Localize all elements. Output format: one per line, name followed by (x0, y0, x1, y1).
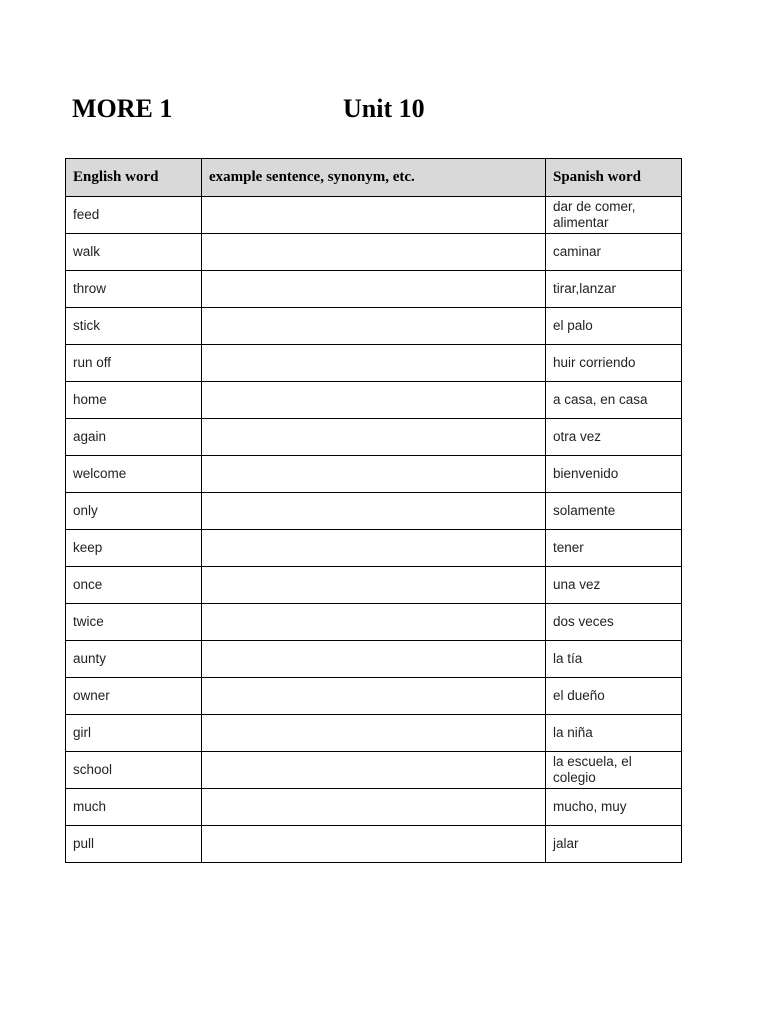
table-row (66, 567, 682, 604)
cell-spanish-word: a casa, en casa (546, 382, 682, 419)
cell-english-word: only (66, 493, 202, 530)
cell-example-sentence[interactable] (202, 456, 546, 493)
cell-example-sentence[interactable] (202, 197, 546, 234)
table-row (66, 715, 682, 752)
cell-spanish-word: dos veces (546, 604, 682, 641)
document-title-unit: Unit 10 (343, 94, 425, 123)
table-header-row (66, 159, 682, 197)
cell-spanish-word: el dueño (546, 678, 682, 715)
cell-spanish-word: solamente (546, 493, 682, 530)
table-row (66, 456, 682, 493)
cell-example-sentence[interactable] (202, 826, 546, 863)
table-body (66, 197, 682, 863)
cell-example-sentence[interactable] (202, 752, 546, 789)
table-row (66, 345, 682, 382)
cell-english-word: home (66, 382, 202, 419)
table-row (66, 382, 682, 419)
table-row (66, 419, 682, 456)
header-example-sentence: example sentence, synonym, etc. (202, 159, 546, 197)
cell-english-word: again (66, 419, 202, 456)
cell-english-word: throw (66, 271, 202, 308)
cell-example-sentence[interactable] (202, 715, 546, 752)
cell-spanish-word: la niña (546, 715, 682, 752)
cell-english-word: keep (66, 530, 202, 567)
table-row (66, 826, 682, 863)
cell-english-word: twice (66, 604, 202, 641)
cell-example-sentence[interactable] (202, 234, 546, 271)
cell-spanish-word: tirar,lanzar (546, 271, 682, 308)
cell-spanish-word: jalar (546, 826, 682, 863)
table-row (66, 678, 682, 715)
cell-english-word: owner (66, 678, 202, 715)
cell-spanish-word: tener (546, 530, 682, 567)
cell-english-word: welcome (66, 456, 202, 493)
cell-spanish-word: huir corriendo (546, 345, 682, 382)
cell-spanish-word: el palo (546, 308, 682, 345)
cell-english-word: pull (66, 826, 202, 863)
cell-example-sentence[interactable] (202, 493, 546, 530)
cell-example-sentence[interactable] (202, 789, 546, 826)
cell-spanish-word: mucho, muy (546, 789, 682, 826)
table-row (66, 789, 682, 826)
cell-example-sentence[interactable] (202, 345, 546, 382)
table-row (66, 752, 682, 789)
cell-example-sentence[interactable] (202, 308, 546, 345)
cell-example-sentence[interactable] (202, 382, 546, 419)
cell-english-word: aunty (66, 641, 202, 678)
table-row (66, 197, 682, 234)
cell-english-word: walk (66, 234, 202, 271)
table-row (66, 308, 682, 345)
table-row (66, 493, 682, 530)
table-row (66, 530, 682, 567)
header-english-word: English word (66, 159, 202, 197)
cell-example-sentence[interactable] (202, 567, 546, 604)
cell-spanish-word: la tía (546, 641, 682, 678)
cell-spanish-word: una vez (546, 567, 682, 604)
cell-example-sentence[interactable] (202, 678, 546, 715)
cell-english-word: stick (66, 308, 202, 345)
table-row (66, 271, 682, 308)
cell-english-word: school (66, 752, 202, 789)
cell-english-word: girl (66, 715, 202, 752)
cell-english-word: feed (66, 197, 202, 234)
cell-english-word: much (66, 789, 202, 826)
cell-english-word: once (66, 567, 202, 604)
table-row (66, 234, 682, 271)
cell-example-sentence[interactable] (202, 419, 546, 456)
cell-spanish-word: dar de comer, alimentar (546, 197, 682, 234)
cell-english-word: run off (66, 345, 202, 382)
document-title-course: MORE 1 (72, 94, 173, 123)
cell-spanish-word: otra vez (546, 419, 682, 456)
cell-example-sentence[interactable] (202, 271, 546, 308)
cell-example-sentence[interactable] (202, 530, 546, 567)
vocabulary-table (65, 158, 682, 863)
table-row (66, 604, 682, 641)
cell-spanish-word: la escuela, el colegio (546, 752, 682, 789)
table-row (66, 641, 682, 678)
header-spanish-word: Spanish word (546, 159, 682, 197)
cell-spanish-word: bienvenido (546, 456, 682, 493)
cell-spanish-word: caminar (546, 234, 682, 271)
cell-example-sentence[interactable] (202, 641, 546, 678)
cell-example-sentence[interactable] (202, 604, 546, 641)
